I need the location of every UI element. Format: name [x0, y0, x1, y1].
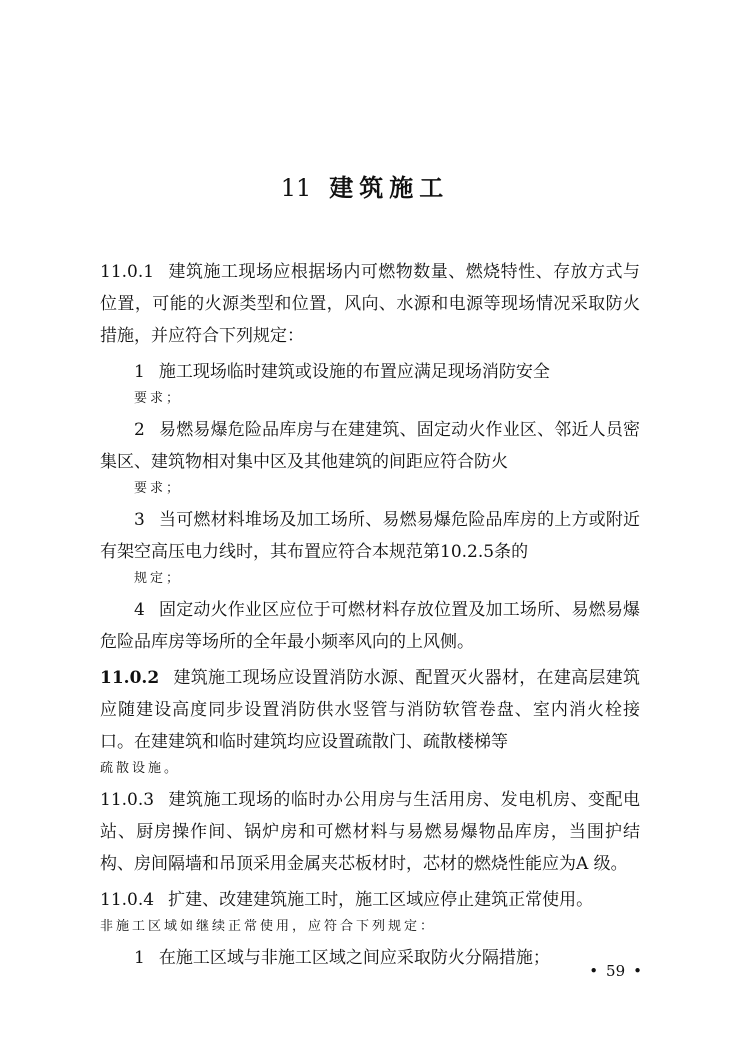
item-text: 固定动火作业区应位于可燃材料存放位置及加工场所、易燃易爆危险品库房等场所的全年最小频率风向的上风侧。: [100, 600, 640, 652]
item-number: 4: [134, 600, 145, 620]
item-text: 当可燃材料堆场及加工场所、易燃易爆危险品库房的上方或附近有架空高压电力线时，其布置应符合本规范第10.2.5条的: [100, 510, 640, 562]
clause-11-0-2: [100, 662, 640, 780]
item-number: 2: [134, 420, 145, 440]
clause-item: [100, 356, 640, 410]
item-number: 3: [134, 510, 145, 530]
clause-11-0-3: [100, 784, 640, 880]
page-number: [560, 962, 650, 980]
clause-number: 11.0.3: [100, 790, 155, 810]
clause-text: 建筑施工现场的临时办公用房与生活用房、发电机房、变配电站、厨房操作间、锅炉房和可燃材料与易燃易爆物品库房，当围护结构、房间隔墙和吊顶采用金属夹芯板材时，芯材的燃烧性能应为A 级。: [100, 790, 640, 874]
item-text: 施工现场临时建筑或设施的布置应满足现场消防安全: [158, 362, 550, 382]
chapter-number: 11: [280, 174, 312, 202]
item-tail: 规定；: [134, 571, 183, 586]
item-number: 1: [134, 362, 145, 382]
clause-tail: 疏散设施。: [100, 761, 181, 776]
page-number-value: 59: [606, 962, 626, 980]
item-number: 1: [134, 948, 145, 968]
clause-11-0-1: [100, 256, 640, 352]
item-tail: 要求；: [134, 391, 183, 406]
item-tail: 要求；: [134, 481, 183, 496]
clause-text: 建筑施工现场应设置消防水源、配置灭火器材，在建高层建筑应随建设高度同步设置消防供水竖管与消防软管卷盘、室内消火栓接口。在建建筑和临时建筑均应设置疏散门、疏散楼梯等: [100, 668, 640, 752]
clause-item: [100, 414, 640, 500]
clause-number: 11.0.1: [100, 262, 155, 282]
chapter-title-text: 建筑施工: [329, 173, 450, 202]
item-text: 易燃易爆危险品库房与在建建筑、固定动火作业区、邻近人员密集区、建筑物相对集中区及其他建筑的间距应符合防火: [100, 420, 640, 472]
chapter-title: [0, 168, 730, 203]
page-number-dot: •: [633, 962, 642, 980]
clause-item: [100, 942, 640, 974]
clause-text: 建筑施工现场应根据场内可燃物数量、燃烧特性、存放方式与位置，可能的火源类型和位置，风向、水源和电源等现场情况采取防火措施，并应符合下列规定：: [100, 262, 640, 346]
clause-item: [100, 504, 640, 590]
clause-item: [100, 594, 640, 658]
clause-number: 11.0.4: [100, 890, 155, 910]
clause-tail: 非施工区域如继续正常使用，应符合下列规定：: [100, 919, 437, 934]
item-text: 在施工区域与非施工区域之间应采取防火分隔措施；: [158, 948, 550, 968]
clause-number: 11.0.2: [100, 668, 160, 688]
page-number-dot: •: [589, 962, 599, 980]
clause-11-0-4: [100, 884, 640, 938]
body-text: [100, 256, 640, 978]
clause-text: 扩建、改建建筑施工时，施工区域应停止建筑正常使用。: [168, 890, 594, 910]
